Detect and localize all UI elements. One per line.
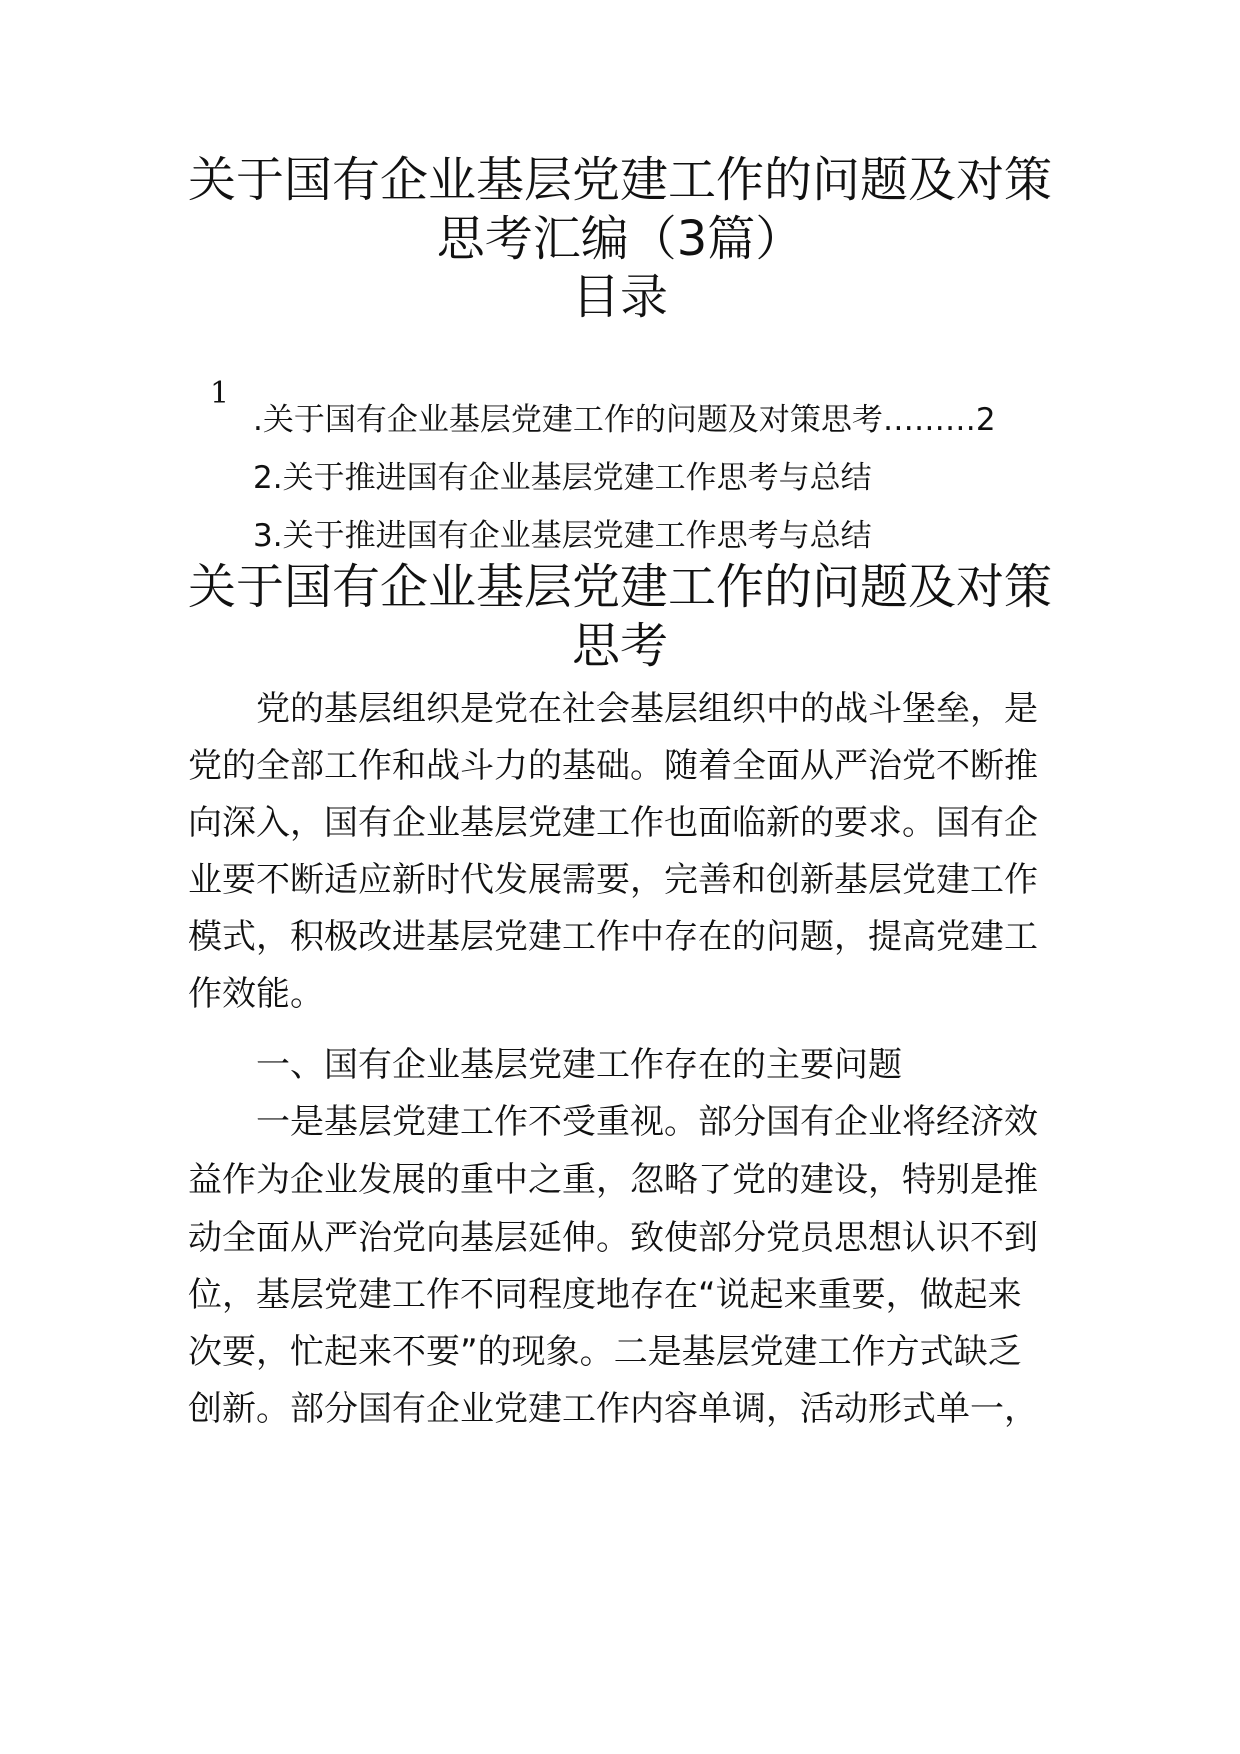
toc-item-3[interactable]: 3.关于推进国有企业基层党建工作思考与总结 (253, 518, 872, 554)
paragraph-2-line-2: 益作为企业发展的重中之重，忽略了党的建设，特别是推 (188, 1160, 1038, 1200)
paragraph-2-line-5: 次要，忙起来不要”的现象。二是基层党建工作方式缺乏 (188, 1332, 1022, 1372)
main-title-line-1: 关于国有企业基层党建工作的问题及对策 (187, 152, 1052, 208)
paragraph-2-line-1: 一是基层党建工作不受重视。部分国有企业将经济效 (256, 1102, 1038, 1142)
paragraph-1-line-1: 党的基层组织是党在社会基层组织中的战斗堡垒，是 (256, 689, 1038, 729)
paragraph-2-line-3: 动全面从严治党向基层延伸。致使部分党员思想认识不到 (188, 1218, 1038, 1258)
paragraph-1-line-6: 作效能。 (188, 974, 324, 1014)
toc-item-2[interactable]: 2.关于推进国有企业基层党建工作思考与总结 (253, 460, 872, 496)
paragraph-1-line-5: 模式，积极改进基层党建工作中存在的问题，提高党建工 (188, 917, 1038, 957)
main-title-line-2: 思考汇编（3篇） (436, 211, 804, 267)
article-title-line-1: 关于国有企业基层党建工作的问题及对策 (187, 559, 1052, 615)
article-title-line-2: 思考 (571, 618, 668, 674)
paragraph-1-line-2: 党的全部工作和战斗力的基础。随着全面从严治党不断推 (188, 746, 1038, 786)
paragraph-1-line-4: 业要不断适应新时代发展需要，完善和创新基层党建工作 (188, 860, 1038, 900)
toc-item-1[interactable]: .关于国有企业基层党建工作的问题及对策思考………2 (253, 402, 996, 438)
paragraph-1-line-3: 向深入，国有企业基层党建工作也面临新的要求。国有企 (188, 803, 1038, 843)
toc-heading: 目录 (571, 269, 668, 325)
paragraph-2-line-6: 创新。部分国有企业党建工作内容单调，活动形式单一， (188, 1389, 1038, 1429)
section-heading-1: 一、国有企业基层党建工作存在的主要问题 (256, 1045, 902, 1085)
toc-leading-number: 1 (210, 376, 230, 411)
paragraph-2-line-4: 位，基层党建工作不同程度地存在“说起来重要，做起来 (188, 1275, 1022, 1315)
